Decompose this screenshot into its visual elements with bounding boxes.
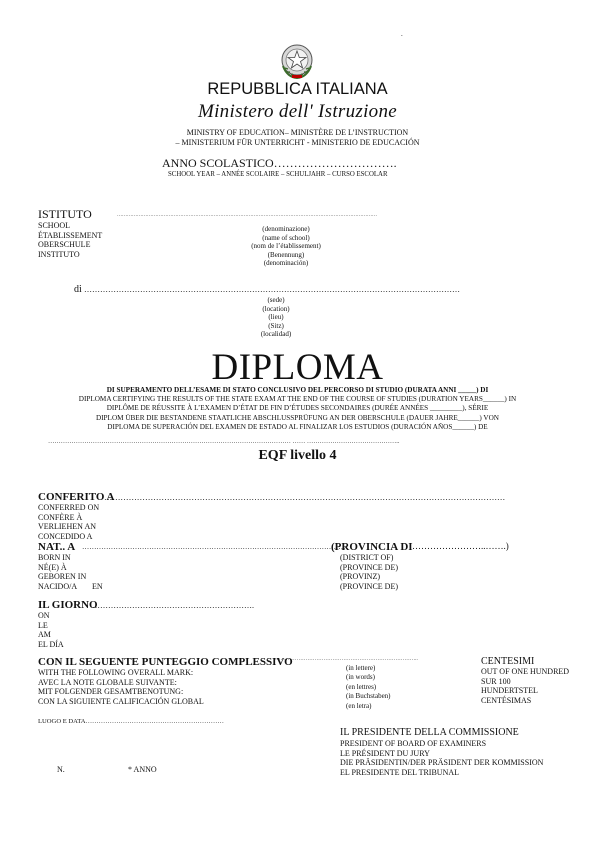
corner-mark: . bbox=[401, 30, 403, 38]
institute-translations: SCHOOL ÉTABLISSEMENT OBERSCHULE INSTITUTO bbox=[38, 221, 103, 259]
institute-name-line: ………………………………………………………………………………………………………………………………………… bbox=[117, 213, 377, 218]
school-year-field: ANNO SCOLASTICO…………………………. bbox=[162, 156, 397, 170]
day-translations: ON LE AM EL DÍA bbox=[38, 611, 64, 649]
institute-name-notes: (denominazione) (name of school) (nom de l’établissement) (Benennung) (denominación) bbox=[251, 225, 321, 268]
conferred-translations: CONFERRED ON CONFÈRE À VERLIEHEN AN CONCEDIDO A bbox=[38, 503, 100, 541]
location-line: …………………………………………………………………………………………………………………………… bbox=[84, 285, 460, 294]
hundredths-translations: OUT OF ONE HUNDRED SUR 100 HUNDERTSTEL CENTÉSIMAS bbox=[481, 667, 570, 705]
italian-emblem-icon bbox=[279, 42, 315, 80]
province-translations: (DISTRICT OF) (PROVINCE DE) (PROVINZ) (PROVINCE DE) bbox=[340, 553, 398, 591]
born-label: NAT.. A bbox=[38, 541, 76, 553]
conferred-label: CONFERITO A bbox=[38, 491, 115, 503]
location-label: di bbox=[74, 284, 82, 295]
ministry-name: Ministero dell' Istruzione bbox=[197, 101, 398, 122]
president-label: IL PRESIDENTE DELLA COMMISSIONE bbox=[340, 727, 519, 738]
year-star-field: * ANNO bbox=[128, 765, 157, 774]
institute-label: ISTITUTO bbox=[38, 207, 92, 221]
score-label: CON IL SEGUENTE PUNTEGGIO COMPLESSIVO bbox=[38, 656, 293, 668]
born-line: ………………………………………………………………………………………………… bbox=[82, 543, 348, 551]
republic-title: REPUBBLICA ITALIANA bbox=[207, 80, 388, 98]
ministry-translations: MINISTRY OF EDUCATION– MINISTÈRE DE L’INSTRUCTION – MINISTERIUM FÜR UNTERRICHT - MINISTERIO DE EDUCACIÓN bbox=[175, 128, 420, 147]
diploma-title: DIPLOMA bbox=[211, 347, 384, 388]
day-line: ……………………………………………………. bbox=[92, 601, 254, 610]
score-line: …………………………………………………………………….. bbox=[275, 656, 418, 662]
course-line: …………………………………………………………………………………………………… …… …………………………………….. bbox=[48, 438, 400, 445]
location-notes: (sede) (location) (lieu) (Sitz) (localidad) bbox=[260, 296, 292, 339]
born-en: EN bbox=[92, 581, 103, 591]
province-line: ……………………..…….) bbox=[409, 541, 509, 551]
day-label: IL GIORNO bbox=[38, 599, 98, 611]
born-translations: BORN IN NÉ(E) À GEBOREN IN NACIDO/A bbox=[38, 553, 87, 591]
school-year-translations: SCHOOL YEAR – ANNÉE SCOLAIRE – SCHULJAHR – CURSO ESCOLAR bbox=[168, 171, 388, 178]
score-word-notes: (in lettere) (in words) (en lettres) (in Buchstaben) (en letra) bbox=[346, 664, 391, 710]
diploma-description: DI SUPERAMENTO DELL’ESAME DI STATO CONCLUSIVO DEL PERCORSO DI STUDIO (DURATA ANNI _____) DI DIPLOMA CERTIFYING THE RESULTS OF THE STATE EXAM AT THE END OF THE COURSE OF STUDIES (DURATION YEARS______) IN DIPLÔME DE RÉUSSITE À L’EXAMEN D’ÉTAT DE FIN D’ÉTUDES SECONDAIRES (DURÉE ANNÉES _________), SÉRIE DIPLOM ÜBER DIE BESTANDENE STAATLICHE ABSCHLUSSPRÜFUNG AN DER OBERSCHULE (DAUER JAHRE______) VON DIPLOMA DE SUPERACIÓN DEL EXAMEN DE ESTADO AL FINALIZAR LOS ESTUDIOS (DURACIÓN AÑOS______) DE bbox=[78, 386, 517, 431]
place-date-field: LUOGO E DATA……………………………………………………… bbox=[38, 718, 224, 725]
province-label: (PROVINCIA DI bbox=[331, 541, 413, 553]
hundredths-label: CENTESIMI bbox=[481, 656, 535, 667]
number-field: N. bbox=[57, 765, 65, 774]
conferred-line: ………………………………………………………………………………………………………………………………… bbox=[104, 493, 506, 502]
score-translations: WITH THE FOLLOWING OVERALL MARK: AVEC LA NOTE GLOBALE SUIVANTE: MIT FOLGENDER GESAMTBENOTUNG: CON LA SIGUIENTE CALIFICACIÓN GLOBAL bbox=[38, 668, 204, 706]
eqf-level: EQF livello 4 bbox=[258, 448, 337, 463]
president-translations: PRESIDENT OF BOARD OF EXAMINERS LE PRÉSIDENT DU JURY DIE PRÄSIDENTIN/DER PRÄSIDENT DER KOMMISSION EL PRESIDENTE DEL TRIBUNAL bbox=[340, 739, 544, 777]
